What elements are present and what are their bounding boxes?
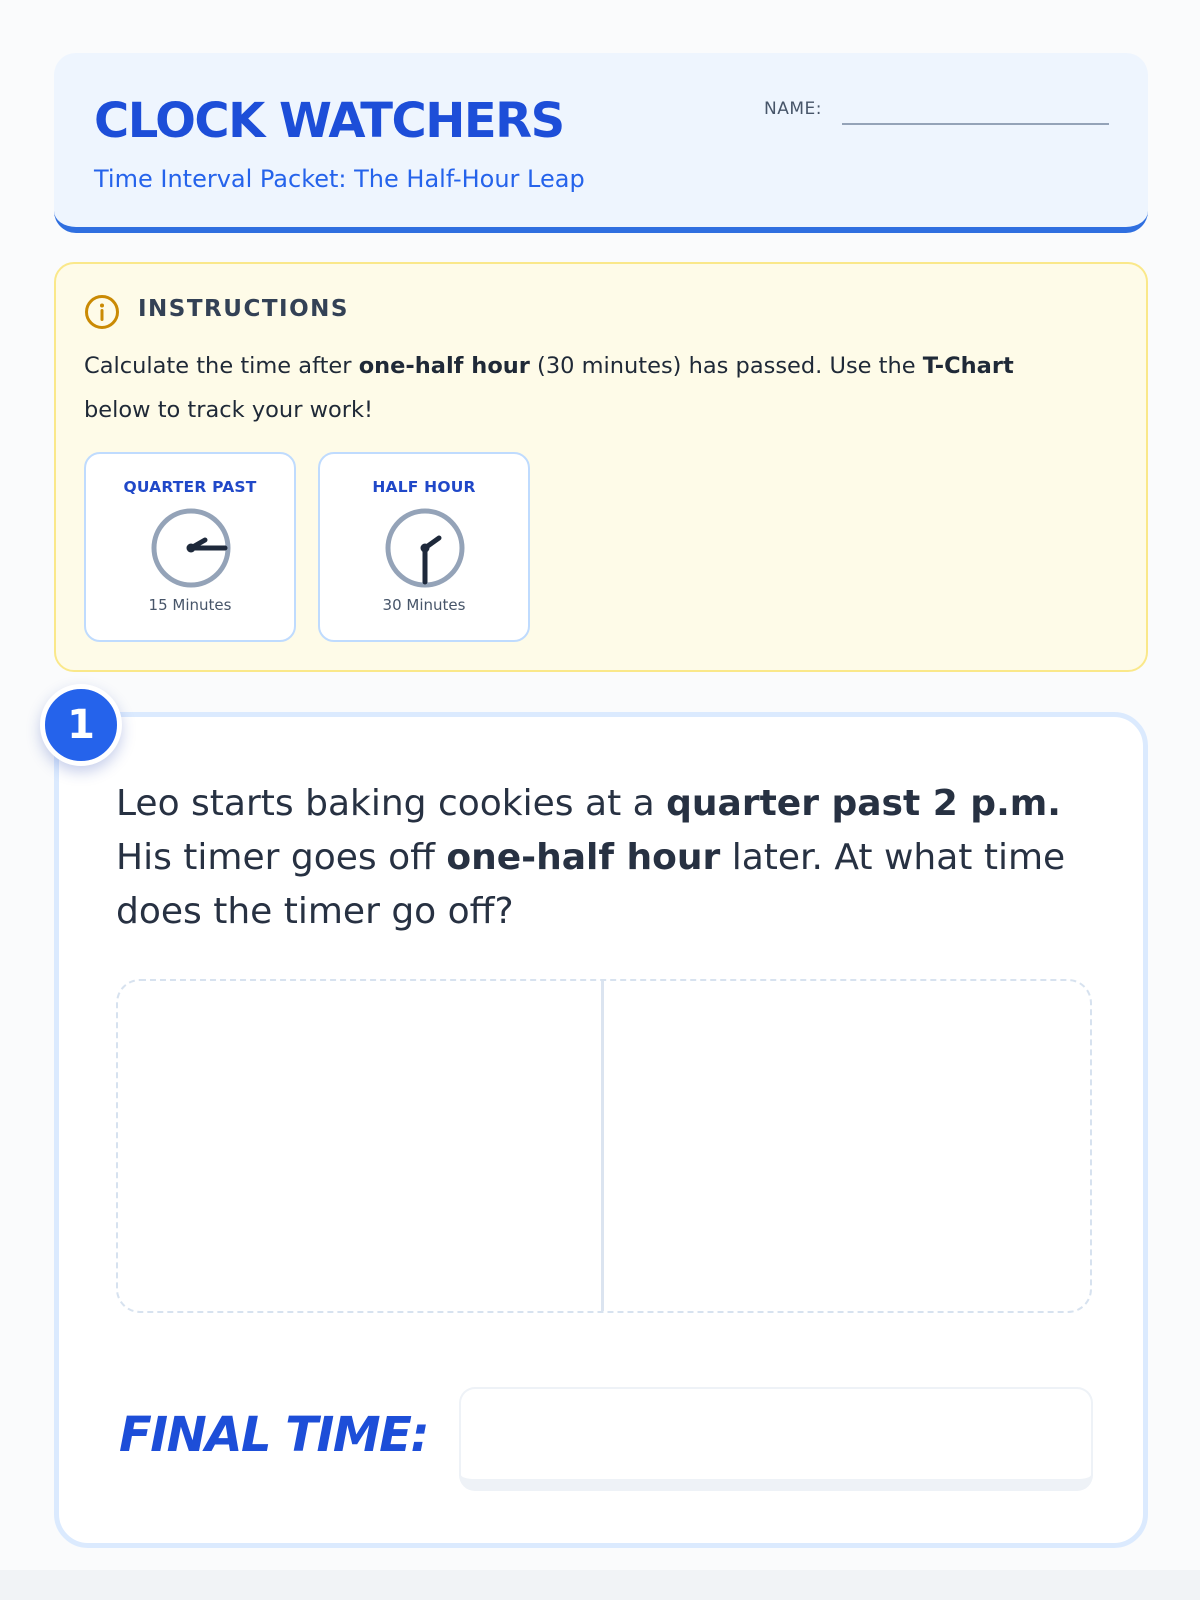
name-label: NAME: (764, 99, 822, 119)
question-text-part: later. At what time does the timer go off? (116, 837, 1066, 932)
instructions-text-bold: T-Chart (922, 353, 1014, 379)
instructions-text-part: below to track your work! (84, 397, 374, 423)
instructions-text-bold: one-half hour (358, 353, 530, 379)
instructions-heading: INSTRUCTIONS (138, 296, 349, 322)
reference-card-title: QUARTER PAST (123, 478, 257, 496)
question-text-part: Leo starts baking cookies at a (116, 783, 667, 824)
info-icon (84, 294, 120, 330)
question-text-bold: one-half hour (446, 837, 721, 878)
question-text-bold: quarter past 2 p.m. (666, 783, 1061, 824)
page-footer-strip (0, 1570, 1200, 1600)
reference-card-caption: 15 Minutes (148, 596, 232, 614)
reference-card-title: HALF HOUR (372, 478, 476, 496)
clock-half-hour-icon (383, 506, 467, 590)
instructions-text-part: (30 minutes) has passed. Use the (529, 353, 923, 379)
question-text-part: His timer goes off (116, 837, 447, 878)
final-time-answer-box[interactable] (459, 1387, 1093, 1491)
question-card (54, 712, 1148, 1548)
final-time-label: FINAL TIME: (119, 1407, 429, 1463)
instructions-panel (54, 262, 1148, 672)
clock-quarter-past-icon (149, 506, 233, 590)
t-chart-right-column[interactable] (604, 981, 1090, 1311)
name-field[interactable] (842, 123, 1109, 125)
t-chart-left-column[interactable] (118, 981, 604, 1311)
question-number-badge: 1 (40, 684, 122, 766)
reference-card-caption: 30 Minutes (382, 596, 466, 614)
reference-card-half-hour (318, 452, 530, 642)
question-text (116, 777, 1116, 939)
worksheet-header (54, 53, 1148, 233)
instructions-text (84, 344, 1084, 432)
reference-card-quarter-past (84, 452, 296, 642)
worksheet-title: CLOCK WATCHERS (94, 93, 564, 149)
t-chart (116, 979, 1092, 1313)
instructions-text-part: Calculate the time after (84, 353, 359, 379)
worksheet-subtitle: Time Interval Packet: The Half-Hour Leap (94, 165, 585, 193)
